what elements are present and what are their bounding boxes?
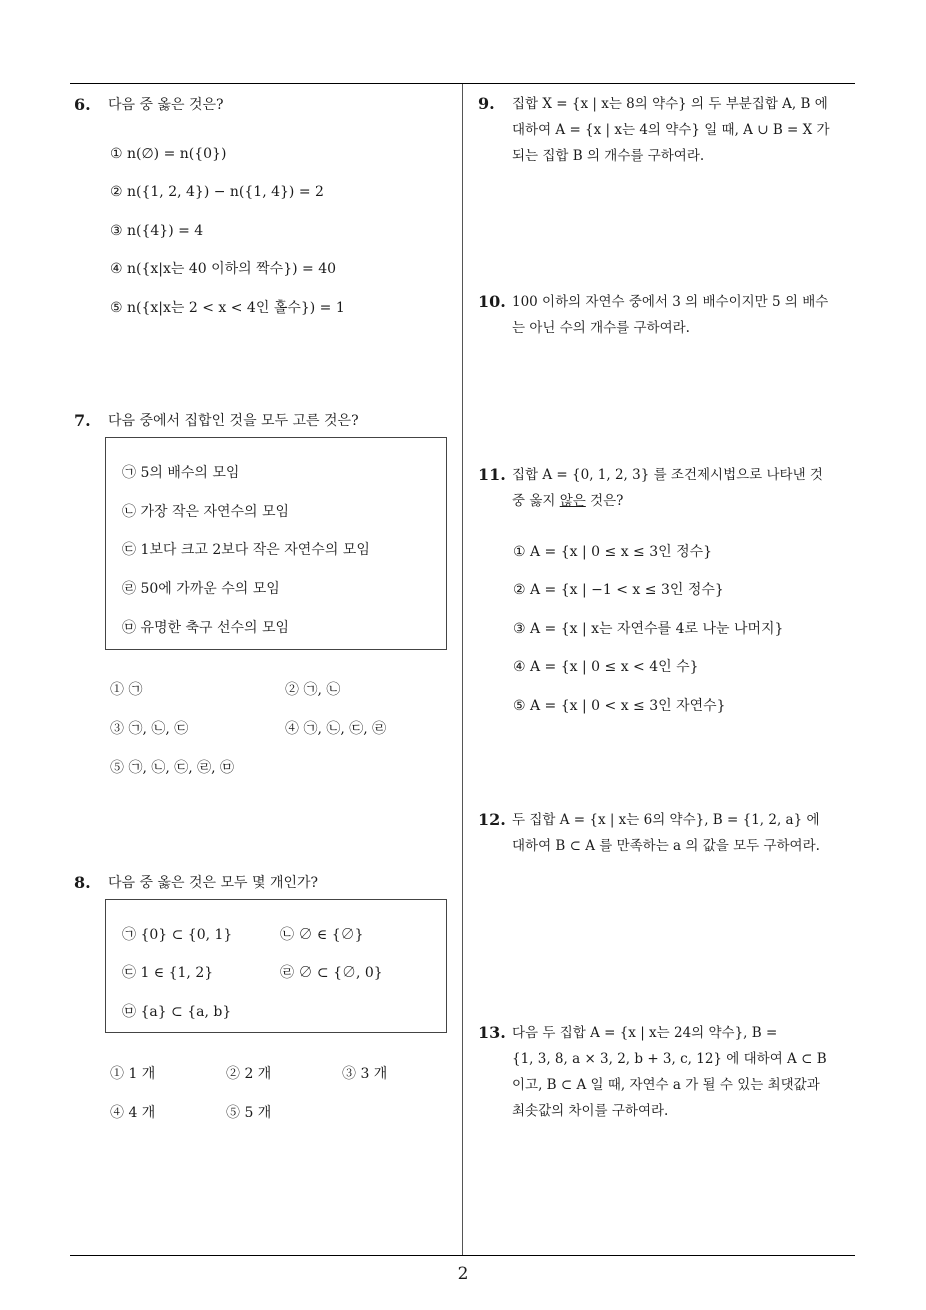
box-item: ㉡ ∅ ∈ {∅} xyxy=(280,927,364,943)
choice-5[interactable]: ⑤ ㉠, ㉡, ㉢, ㉣, ㉤ xyxy=(110,760,235,776)
underlined-word: 않은 xyxy=(559,493,586,509)
choice-2[interactable]: ② 2 개 xyxy=(226,1066,272,1082)
box-item: ㉤ 유명한 축구 선수의 모임 xyxy=(122,620,290,636)
box-item: ㉠ 5의 배수의 모임 xyxy=(122,465,240,481)
question-number: 9. xyxy=(478,94,495,113)
choice-3[interactable]: ③ ㉠, ㉡, ㉢ xyxy=(110,721,189,737)
bottom-rule xyxy=(70,1255,855,1256)
choice-5[interactable]: ⑤ A = {x | 0 < x ≤ 3인 자연수} xyxy=(513,698,726,714)
choice-3[interactable]: ③ 3 개 xyxy=(342,1066,388,1082)
question-stem: 다음 중 옳은 것은? xyxy=(108,97,224,113)
box-item: ㉡ 가장 작은 자연수의 모임 xyxy=(122,504,290,520)
choice-2[interactable]: ② n({1, 2, 4}) − n({1, 4}) = 2 xyxy=(110,184,324,200)
box-item: ㉣ 50에 가까운 수의 모임 xyxy=(122,581,280,597)
question-text: 두 집합 A = {x | x는 6의 약수}, B = {1, 2, a} 에 대하여 B ⊂ A 를 만족하는 a 의 값을 모두 구하여라. xyxy=(512,812,820,854)
box-item: ㉢ 1보다 크고 2보다 작은 자연수의 모임 xyxy=(122,542,370,558)
choice-4[interactable]: ④ ㉠, ㉡, ㉢, ㉣ xyxy=(285,721,387,737)
question-number: 12. xyxy=(478,810,506,829)
question-number: 7. xyxy=(74,411,91,430)
choice-4[interactable]: ④ 4 개 xyxy=(110,1105,156,1121)
question-number: 8. xyxy=(74,873,91,892)
box-item: ㉠ {0} ⊂ {0, 1} xyxy=(122,927,233,943)
question-number: 13. xyxy=(478,1023,506,1042)
question-text: 다음 두 집합 A = {x | x는 24의 약수}, B = {1, 3, 8, a × 3, 2, b + 3, c, 12} 에 대하여 A ⊂ B 이고, B ⊂ A 일 때, 자연수 a 가 될 수 있는 최댓값과 최솟값의 차이를 구하여라. xyxy=(512,1025,827,1119)
question-text: 집합 A = {0, 1, 2, 3} 를 조건제시법으로 나타낸 것 중 옳지 않은 것은? xyxy=(512,467,823,509)
box-item: ㉤ {a} ⊂ {a, b} xyxy=(122,1004,232,1020)
choice-1[interactable]: ① A = {x | 0 ≤ x ≤ 3인 정수} xyxy=(513,544,713,560)
choice-2[interactable]: ② ㉠, ㉡ xyxy=(285,682,341,698)
choice-4[interactable]: ④ n({x|x는 40 이하의 짝수}) = 40 xyxy=(110,261,337,277)
choice-5[interactable]: ⑤ n({x|x는 2 < x < 4인 홀수}) = 1 xyxy=(110,300,345,316)
choice-4[interactable]: ④ A = {x | 0 ≤ x < 4인 수} xyxy=(513,659,699,675)
column-divider xyxy=(462,84,463,1255)
choice-3[interactable]: ③ A = {x | x는 자연수를 4로 나눈 나머지} xyxy=(513,621,784,637)
question-text: 집합 X = {x | x는 8의 약수} 의 두 부분집합 A, B 에 대하여 A = {x | x는 4의 약수} 일 때, A ∪ B = X 가 되는 집합 B 의 개수를 구하여라. xyxy=(512,96,830,164)
question-number: 11. xyxy=(478,465,506,484)
choice-3[interactable]: ③ n({4}) = 4 xyxy=(110,223,204,239)
choice-5[interactable]: ⑤ 5 개 xyxy=(226,1105,272,1121)
choice-1[interactable]: ① ㉠ xyxy=(110,682,143,698)
box-item: ㉣ ∅ ⊂ {∅, 0} xyxy=(280,965,383,981)
question-text: 100 이하의 자연수 중에서 3 의 배수이지만 5 의 배수 는 아닌 수의 개수를 구하여라. xyxy=(512,294,829,336)
question-stem: 다음 중에서 집합인 것을 모두 고른 것은? xyxy=(108,413,359,429)
choice-1[interactable]: ① 1 개 xyxy=(110,1066,156,1082)
choice-2[interactable]: ② A = {x | −1 < x ≤ 3인 정수} xyxy=(513,582,724,598)
question-number: 10. xyxy=(478,292,506,311)
page-number: 2 xyxy=(457,1264,469,1284)
question-number: 6. xyxy=(74,95,91,114)
choice-1[interactable]: ① n(∅) = n({0}) xyxy=(110,146,227,162)
box-item: ㉢ 1 ∈ {1, 2} xyxy=(122,965,214,981)
question-stem: 다음 중 옳은 것은 모두 몇 개인가? xyxy=(108,875,319,891)
